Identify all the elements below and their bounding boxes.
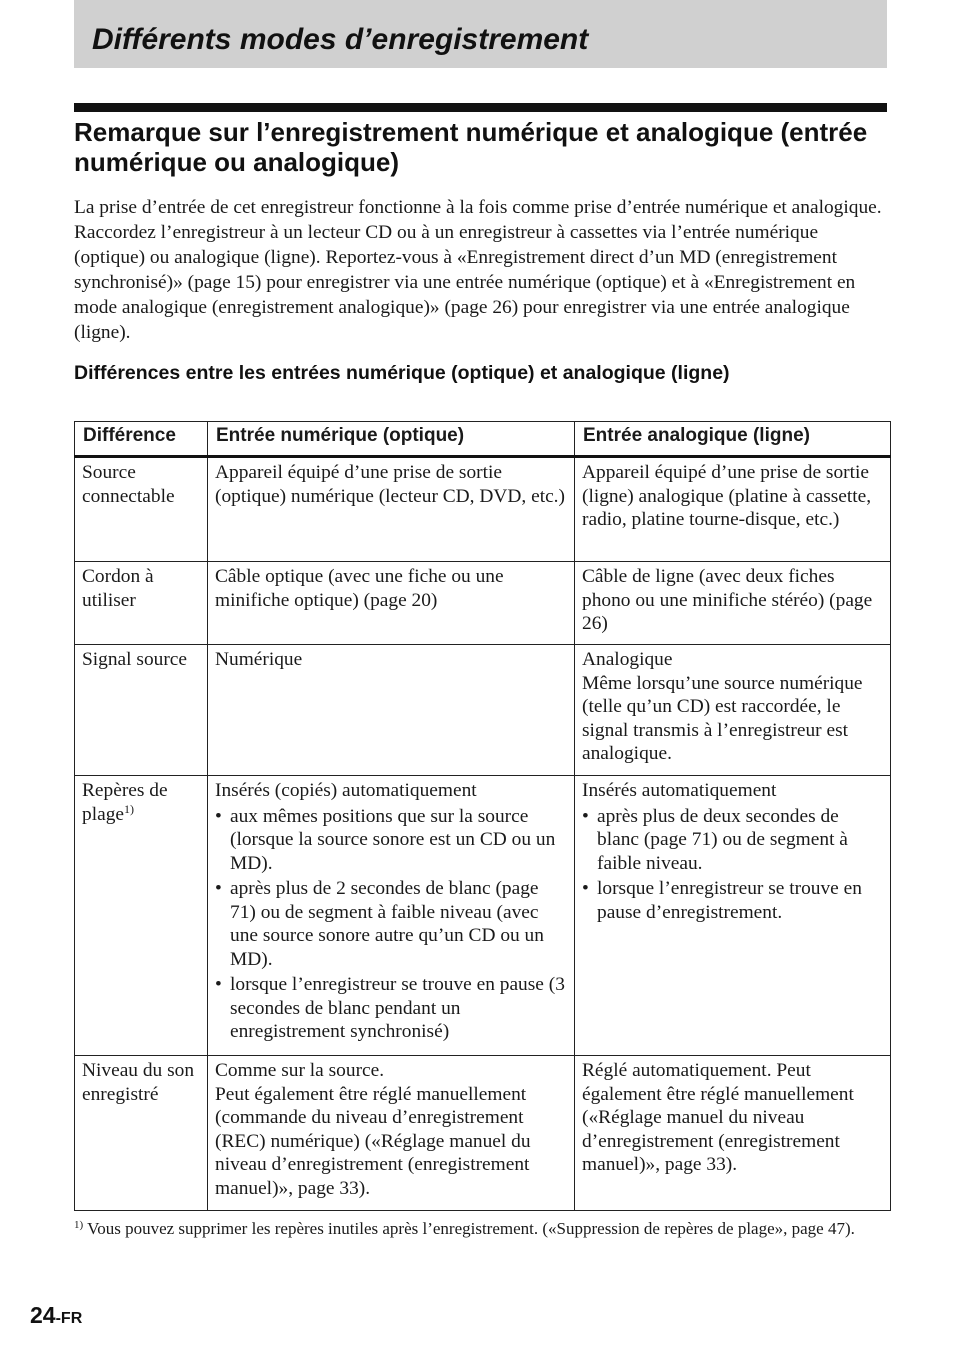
bullet-item: [215, 877, 567, 971]
bullet-icon: •: [582, 805, 589, 827]
header-cell-digital: Entrée numérique (optique): [208, 422, 575, 457]
chapter-header-band: [74, 0, 887, 68]
table-header-row: [75, 422, 891, 457]
row-label: Niveau du son enregistré: [75, 1056, 208, 1211]
digital-cell-text: Comme sur la source.: [215, 1060, 385, 1081]
row-label: Signal source: [75, 645, 208, 776]
bullet-item: [582, 805, 883, 876]
digital-bullet-list: [215, 805, 567, 1044]
digital-cell: Câble optique (avec une fiche ou une minifiche optique) (page 20): [208, 562, 575, 645]
analog-cell-text: Insérés automatiquement: [582, 780, 777, 801]
table-row: [75, 776, 891, 1056]
bullet-icon: •: [582, 878, 589, 899]
page-number-suffix: -FR: [55, 1310, 83, 1327]
row-label: Source connectable: [75, 457, 208, 562]
digital-cell: [208, 776, 575, 1056]
footnote-marker: 1): [74, 1219, 84, 1231]
footnote: [74, 1218, 889, 1240]
analog-bullet-list: [582, 805, 883, 925]
digital-cell-note: Peut également être réglé manuellement (commande du niveau d’enregistrement (REC) numérique) («Réglage manuel du niveau d’enregistrement (enregistrement manuel)», page 33).: [215, 1083, 531, 1199]
analog-cell: Appareil équipé d’une prise de sortie (ligne) analogique (platine à cassette, radio, platine tourne-disque, etc.): [575, 457, 891, 562]
page-number-value: 24: [30, 1302, 56, 1328]
footnote-text: Vous pouvez supprimer les repères inutiles après l’enregistrement. («Suppression de repères de plage», page 47).: [87, 1219, 855, 1238]
table-heading: Différences entre les entrées numérique (optique) et analogique (ligne): [74, 362, 730, 384]
intro-paragraph: La prise d’entrée de cet enregistreur fonctionne à la fois comme prise d’entrée numérique et analogique. Raccordez l’enregistreur à un lecteur CD ou à un enregistreur à cassettes via l’entrée numérique (optique) ou analogique (ligne). Reportez-vous à «Enregistrement direct d’un MD (enregistrement synchronisé)» (page 15) pour enregistrer via une entrée numérique (optique) et à «Enregistrement en mode analogique (enregistrement analogique)» (page 26) pour enregistrer via une entrée analogique (ligne).: [74, 197, 882, 343]
bullet-icon: •: [215, 974, 222, 995]
row-label-cell: [75, 776, 208, 1056]
bullet-item: [215, 805, 567, 876]
bullet-text: lorsque l’enregistreur se trouve en pause d’enregistrement.: [597, 878, 862, 923]
page-number: [30, 1302, 82, 1329]
chapter-title: Différents modes d’enregistrement: [92, 23, 589, 56]
analog-cell-note: Même lorsqu’une source numérique (telle qu’un CD) est raccordée, le signal transmis à l’enregistreur est analogique.: [582, 672, 863, 764]
table-row: [75, 562, 891, 645]
analog-cell: Câble de ligne (avec deux fiches phono ou une minifiche stéréo) (page 26): [575, 562, 891, 645]
analog-cell: Réglé automatiquement. Peut également être réglé manuellement («Réglage manuel du niveau d’enregistrement (enregistrement manuel)», page 33).: [575, 1056, 891, 1211]
header-cell-analog: Entrée analogique (ligne): [575, 422, 891, 457]
table-row: [75, 645, 891, 776]
analog-cell-text: Analogique: [582, 649, 673, 670]
bullet-icon: •: [215, 878, 222, 899]
bullet-text: lorsque l’enregistreur se trouve en pause (3 secondes de blanc pendant un enregistrement synchronisé): [230, 974, 565, 1042]
bullet-text: après plus de deux secondes de blanc (page 71) ou de segment à faible niveau.: [597, 805, 848, 874]
row-label: Repères de plage: [82, 780, 168, 825]
digital-cell: [208, 1056, 575, 1211]
digital-cell: Appareil équipé d’une prise de sortie (optique) numérique (lecteur CD, DVD, etc.): [208, 457, 575, 562]
analog-cell: [575, 645, 891, 776]
bullet-item: [582, 877, 883, 924]
analog-cell: [575, 776, 891, 1056]
section-rule: [74, 103, 887, 112]
digital-cell-text: Insérés (copiés) automatiquement: [215, 780, 477, 801]
digital-cell: Numérique: [208, 645, 575, 776]
footnote-reference: 1): [124, 801, 134, 816]
table-row: [75, 1056, 891, 1211]
bullet-text: aux mêmes positions que sur la source (lorsque la source sonore est un CD ou un MD).: [230, 805, 556, 874]
row-label: Cordon à utiliser: [75, 562, 208, 645]
comparison-table: [74, 421, 891, 1211]
section-title: Remarque sur l’enregistrement numérique et analogique (entrée numérique ou analogique): [74, 117, 868, 177]
header-cell-difference: Différence: [75, 422, 208, 457]
bullet-icon: •: [215, 805, 222, 827]
bullet-item: [215, 973, 567, 1044]
table-row: [75, 457, 891, 562]
bullet-text: après plus de 2 secondes de blanc (page 71) ou de segment à faible niveau (avec une source sonore autre qu’un CD ou un MD).: [230, 878, 544, 970]
